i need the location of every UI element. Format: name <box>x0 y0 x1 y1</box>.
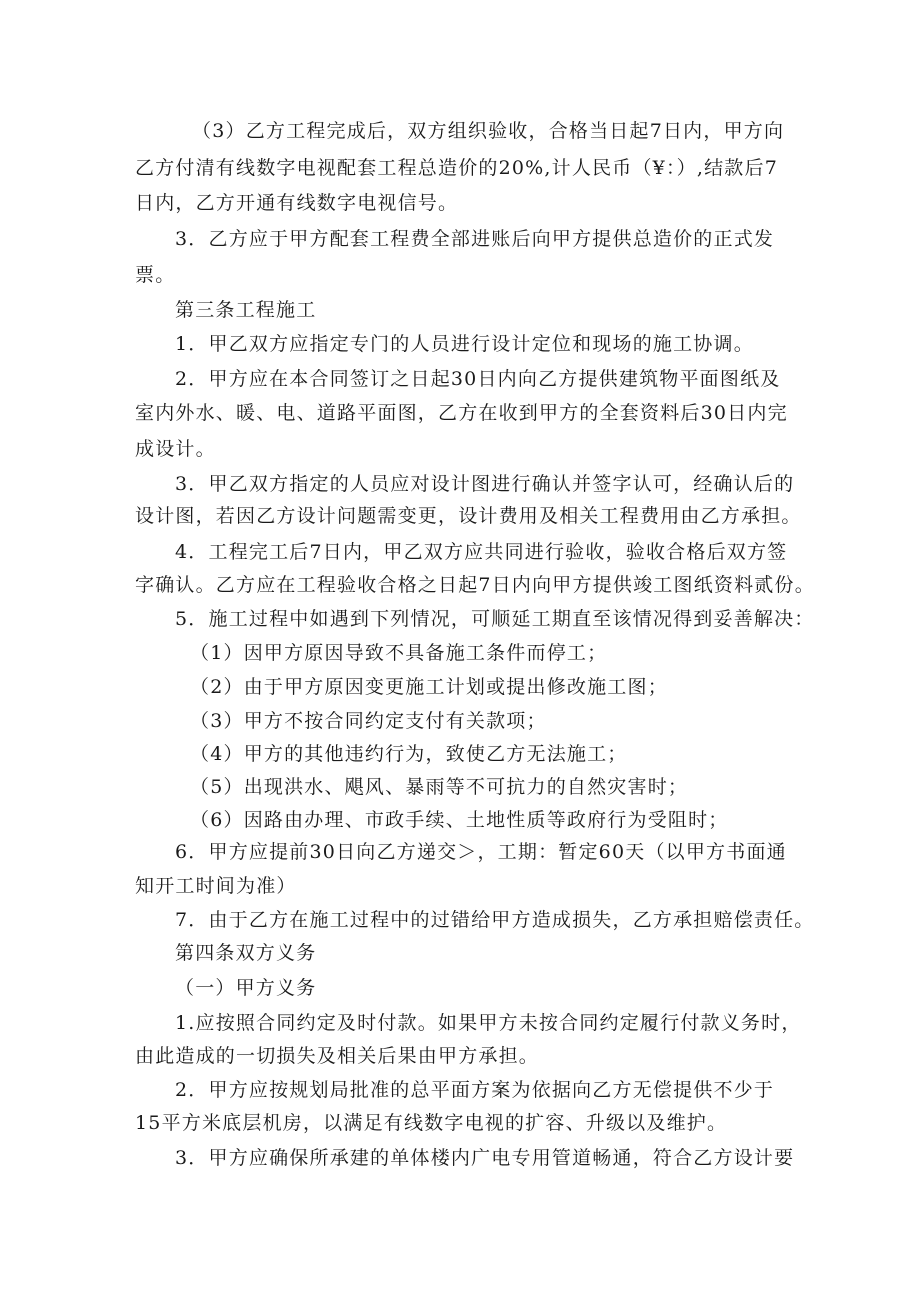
text-line: 由此造成的一切损失及相关后果由甲方承担。 <box>135 1045 540 1067</box>
text-line: 3．乙方应于甲方配套工程费全部进账后向甲方提供总造价的正式发 <box>175 228 775 250</box>
section-heading: 第三条工程施工 <box>175 299 317 321</box>
text-line: 2．甲方应在本合同签订之日起30日内向乙方提供建筑物平面图纸及 <box>175 368 781 390</box>
text-line: 知开工时间为准） <box>135 875 297 897</box>
list-item: （2）由于甲方原因变更施工计划或提出修改施工图； <box>190 676 668 698</box>
text-line: 字确认。乙方应在工程验收合格之日起7日内向甲方提供竣工图纸资料贰份。 <box>135 574 815 596</box>
list-item: （3）甲方不按合同约定支付有关款项； <box>190 710 547 732</box>
text-line: 1．甲乙双方应指定专门的人员进行设计定位和现场的施工协调。 <box>175 333 754 355</box>
text-line: 3．甲方应确保所承建的单体楼内广电专用管道畅通，符合乙方设计要 <box>175 1147 795 1169</box>
text-line: 票。 <box>135 264 176 286</box>
list-item: （6）因路由办理、市政手续、土地性质等政府行为受阻时； <box>190 809 729 831</box>
section-heading: 第四条双方义务 <box>175 942 317 964</box>
text-line: （3）乙方工程完成后，双方组织验收，合格当日起7日内，甲方向 <box>192 120 785 142</box>
list-item: （4）甲方的其他违约行为，致使乙方无法施工； <box>190 743 628 765</box>
text-line: 15平方米底层机房，以满足有线数字电视的扩容、升级以及维护。 <box>135 1112 728 1134</box>
text-line: 3．甲乙双方指定的人员应对设计图进行确认并签字认可，经确认后的 <box>175 473 795 495</box>
text-line: 室内外水、暖、电、道路平面图，乙方在收到甲方的全套资料后30日内完 <box>135 402 788 424</box>
text-line: 7．由于乙方在施工过程中的过错给甲方造成损失，乙方承担赔偿责任。 <box>175 909 815 931</box>
text-line: 设计图，若因乙方设计问题需变更，设计费用及相关工程费用由乙方承担。 <box>135 505 802 527</box>
text-line: 成设计。 <box>135 438 216 460</box>
subsection-heading: （一）甲方义务 <box>175 977 317 999</box>
text-line: 乙方付清有线数字电视配套工程总造价的20%,计人民币（¥：）,结款后7 <box>135 157 778 179</box>
text-line: 日内，乙方开通有线数字电视信号。 <box>135 192 459 214</box>
text-line: 6．甲方应提前30日向乙方递交＞，工期：暂定60天（以甲方书面通 <box>175 841 787 863</box>
list-item: （5）出现洪水、飓风、暴雨等不可抗力的自然灾害时； <box>190 776 689 798</box>
text-line: 2．甲方应按规划局批准的总平面方案为依据向乙方无偿提供不少于 <box>175 1079 775 1101</box>
list-item: （1）因甲方原因导致不具备施工条件而停工； <box>190 642 608 664</box>
text-line: 5．施工过程中如遇到下列情况，可顺延工期直至该情况得到妥善解决： <box>175 608 815 630</box>
text-line: 1.应按照合同约定及时付款。如果甲方未按合同约定履行付款义务时， <box>175 1012 802 1034</box>
text-line: 4．工程完工后7日内，甲乙双方应共同进行验收，验收合格后双方签 <box>175 541 788 563</box>
